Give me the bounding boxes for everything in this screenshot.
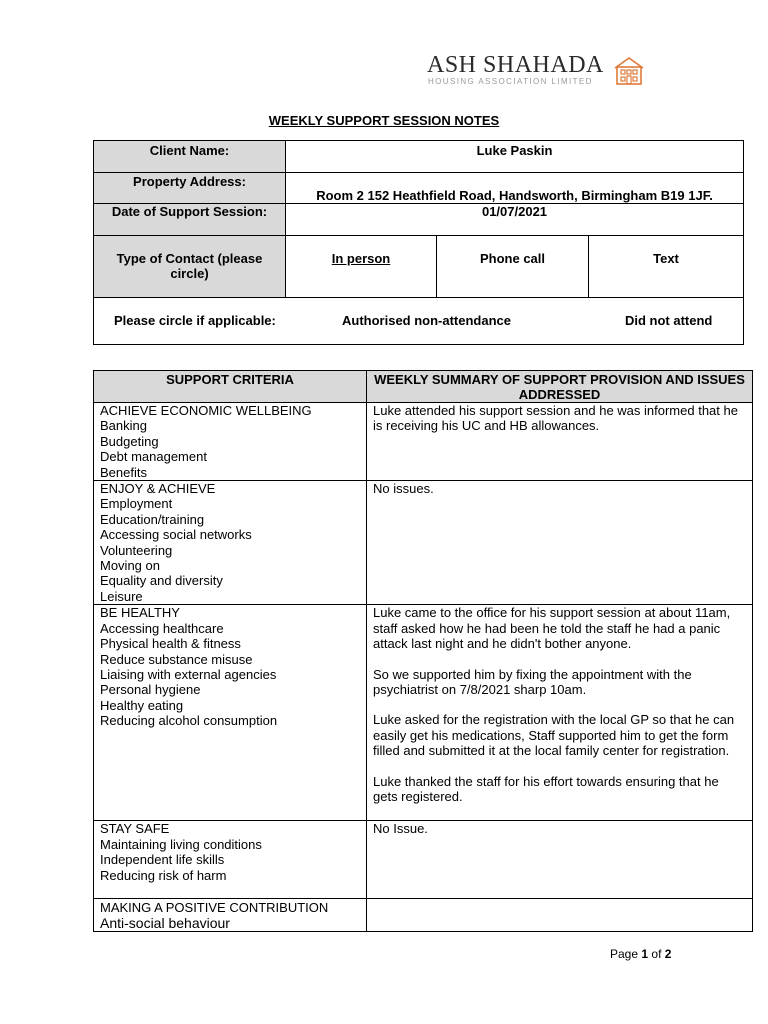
summary-paragraph: So we supported him by fixing the appointment with the psychiatrist on 7/8/2021 sharp 10am. bbox=[373, 666, 692, 697]
page-number bbox=[610, 947, 671, 961]
client-info-table bbox=[93, 140, 744, 345]
criteria-cell bbox=[94, 899, 367, 932]
building-logo-icon bbox=[613, 56, 645, 86]
header-weekly-summary: WEEKLY SUMMARY OF SUPPORT PROVISION AND ISSUES ADDRESSED bbox=[367, 371, 753, 403]
criteria-heading: STAY SAFE bbox=[100, 821, 170, 837]
document-title: WEEKLY SUPPORT SESSION NOTES bbox=[268, 113, 500, 128]
table-row bbox=[94, 899, 753, 932]
page-word: Page bbox=[610, 947, 639, 961]
criteria-item: Independent life skills bbox=[100, 852, 225, 868]
header-support-criteria: SUPPORT CRITERIA bbox=[94, 371, 367, 403]
contact-option-phone-call[interactable]: Phone call bbox=[437, 236, 589, 298]
current-page: 1 bbox=[641, 947, 649, 961]
summary-paragraph: Luke came to the office for his support session at about 11am, staff asked how he had been he told the staff he had a panic attack last night and he didn't bother anyone. bbox=[373, 605, 731, 652]
contact-type-label: Type of Contact (please circle) bbox=[94, 236, 286, 298]
criteria-item: Physical health & fitness bbox=[100, 636, 241, 652]
criteria-item: Leisure bbox=[100, 588, 143, 604]
company-logo bbox=[427, 52, 647, 92]
summary-cell bbox=[367, 605, 753, 821]
summary-cell bbox=[367, 481, 753, 605]
total-pages: 2 bbox=[664, 947, 672, 961]
criteria-item: Equality and diversity bbox=[100, 573, 223, 589]
criteria-cell bbox=[94, 403, 367, 481]
criteria-item: Personal hygiene bbox=[100, 682, 201, 698]
criteria-cell bbox=[94, 821, 367, 899]
criteria-item: Education/training bbox=[100, 511, 205, 527]
client-name-value: Luke Paskin bbox=[286, 141, 744, 173]
support-table bbox=[93, 370, 753, 932]
criteria-item: Accessing social networks bbox=[100, 527, 252, 543]
table-row bbox=[94, 821, 753, 899]
criteria-item: Anti-social behaviour bbox=[100, 914, 230, 931]
criteria-item: Healthy eating bbox=[100, 697, 184, 713]
contact-option-text[interactable]: Text bbox=[589, 236, 744, 298]
criteria-item: Reducing alcohol consumption bbox=[100, 713, 278, 729]
attendance-row bbox=[94, 298, 744, 345]
summary-paragraph: No issues. bbox=[373, 481, 434, 497]
criteria-cell bbox=[94, 481, 367, 605]
did-not-attend-option[interactable]: Did not attend bbox=[625, 313, 713, 328]
summary-paragraph: Luke asked for the registration with the local GP so that he can easily get his medications, Staff supported him to get the form filled and submitted it at the local family center for registration. bbox=[373, 712, 735, 759]
criteria-heading: ENJOY & ACHIEVE bbox=[100, 481, 216, 497]
of-word: of bbox=[651, 947, 662, 961]
summary-cell bbox=[367, 403, 753, 481]
criteria-item: Benefits bbox=[100, 464, 147, 480]
criteria-item: Moving on bbox=[100, 558, 160, 574]
criteria-item: Banking bbox=[100, 418, 147, 434]
criteria-item: Debt management bbox=[100, 449, 207, 465]
criteria-heading: MAKING A POSITIVE CONTRIBUTION bbox=[100, 900, 329, 916]
client-name-label: Client Name: bbox=[94, 141, 286, 173]
session-date-value: 01/07/2021 bbox=[286, 204, 744, 236]
criteria-item: Volunteering bbox=[100, 542, 173, 558]
criteria-heading: BE HEALTHY bbox=[100, 605, 180, 621]
summary-cell bbox=[367, 821, 753, 899]
logo-tagline: HOUSING ASSOCIATION LIMITED bbox=[428, 77, 593, 86]
criteria-heading: ACHIEVE ECONOMIC WELLBEING bbox=[100, 403, 312, 418]
authorised-non-attendance-option[interactable]: Authorised non-attendance bbox=[342, 313, 512, 328]
table-row bbox=[94, 403, 753, 481]
table-row bbox=[94, 605, 753, 821]
property-address-value: Room 2 152 Heathfield Road, Handsworth, Birmingham B19 1JF. bbox=[286, 173, 744, 204]
contact-option-in-person[interactable]: In person bbox=[286, 236, 437, 298]
criteria-item: Reducing risk of harm bbox=[100, 867, 227, 883]
criteria-item: Employment bbox=[100, 496, 173, 512]
summary-paragraph: Luke thanked the staff for his effort towards ensuring that he gets registered. bbox=[373, 773, 719, 804]
table-row bbox=[94, 481, 753, 605]
summary-paragraph: No Issue. bbox=[373, 821, 428, 837]
criteria-item: Budgeting bbox=[100, 433, 159, 449]
summary-paragraph: Luke attended his support session and he was informed that he is receiving his UC and HB allowances. bbox=[373, 403, 738, 434]
criteria-item: Reduce substance misuse bbox=[100, 651, 253, 667]
attendance-circle-label: Please circle if applicable: bbox=[114, 313, 276, 328]
criteria-item: Maintaining living conditions bbox=[100, 836, 262, 852]
criteria-item: Accessing healthcare bbox=[100, 620, 224, 636]
summary-cell bbox=[367, 899, 753, 932]
criteria-item: Liaising with external agencies bbox=[100, 666, 277, 682]
criteria-cell bbox=[94, 605, 367, 821]
session-date-label: Date of Support Session: bbox=[94, 204, 286, 236]
logo-name: ASH SHAHADA bbox=[427, 52, 604, 78]
property-address-label: Property Address: bbox=[94, 173, 286, 204]
